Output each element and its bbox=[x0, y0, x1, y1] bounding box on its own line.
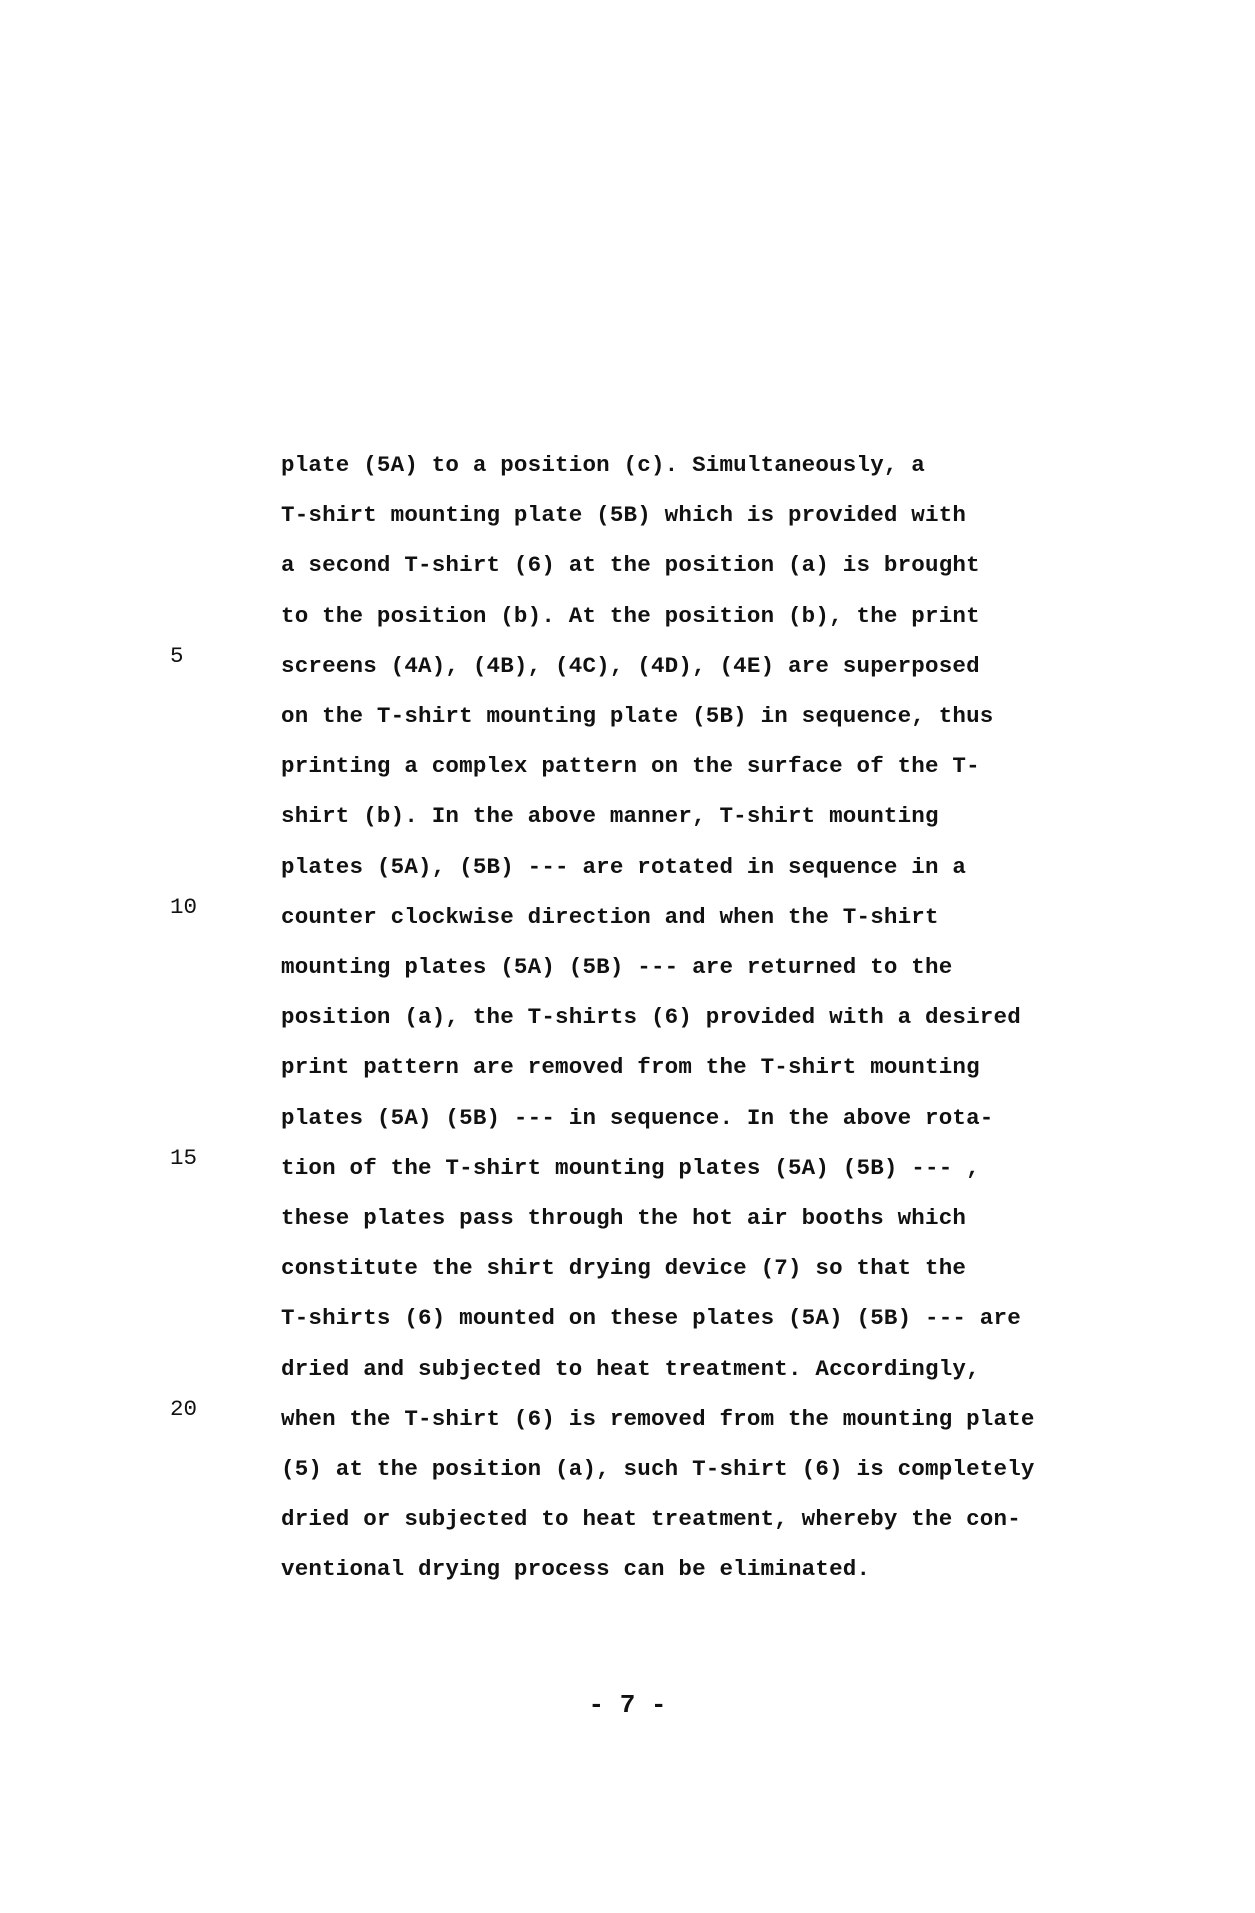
text-line: to the position (b). At the position (b), the print bbox=[281, 602, 980, 629]
text-line: T-shirt mounting plate (5B) which is provided with bbox=[281, 502, 967, 529]
line-number-5: 5 bbox=[170, 643, 184, 669]
text-line: a second T-shirt (6) at the position (a) is brought bbox=[281, 552, 980, 579]
text-line: plates (5A), (5B) --- are rotated in sequence in a bbox=[281, 853, 967, 880]
line-number-20: 20 bbox=[170, 1396, 198, 1422]
text-line: dried or subjected to heat treatment, whereby the con- bbox=[281, 1506, 1021, 1533]
text-line: counter clockwise direction and when the T-shirt bbox=[281, 903, 939, 930]
text-line: T-shirts (6) mounted on these plates (5A) (5B) --- are bbox=[281, 1305, 1021, 1332]
text-line: (5) at the position (a), such T-shirt (6) is completely bbox=[281, 1456, 1035, 1482]
text-line: dried and subjected to heat treatment. Accordingly, bbox=[281, 1355, 980, 1382]
text-line: when the T-shirt (6) is removed from the mounting plate bbox=[281, 1405, 1035, 1432]
text-line: position (a), the T-shirts (6) provided with a desired bbox=[281, 1004, 1021, 1031]
text-line: printing a complex pattern on the surface of the T- bbox=[281, 753, 980, 780]
text-line: ventional drying process can be eliminated. bbox=[281, 1556, 871, 1583]
text-line: plates (5A) (5B) --- in sequence. In the above rota- bbox=[281, 1104, 994, 1131]
text-line: these plates pass through the hot air booths which bbox=[281, 1205, 967, 1231]
line-number-10: 10 bbox=[170, 894, 198, 920]
text-line: screens (4A), (4B), (4C), (4D), (4E) are superposed bbox=[281, 652, 980, 679]
text-line: on the T-shirt mounting plate (5B) in sequence, thus bbox=[281, 703, 994, 729]
text-line: print pattern are removed from the T-shirt mounting bbox=[281, 1054, 980, 1081]
line-number-15: 15 bbox=[170, 1145, 198, 1171]
text-line: tion of the T-shirt mounting plates (5A) (5B) --- , bbox=[281, 1154, 980, 1181]
text-line: constitute the shirt drying device (7) so that the bbox=[281, 1255, 967, 1282]
text-line: plate (5A) to a position (c). Simultaneously, a bbox=[281, 452, 926, 478]
page-number: - 7 - bbox=[588, 1690, 667, 1720]
text-line: mounting plates (5A) (5B) --- are returned to the bbox=[281, 954, 953, 980]
text-line: shirt (b). In the above manner, T-shirt mounting bbox=[281, 803, 939, 830]
